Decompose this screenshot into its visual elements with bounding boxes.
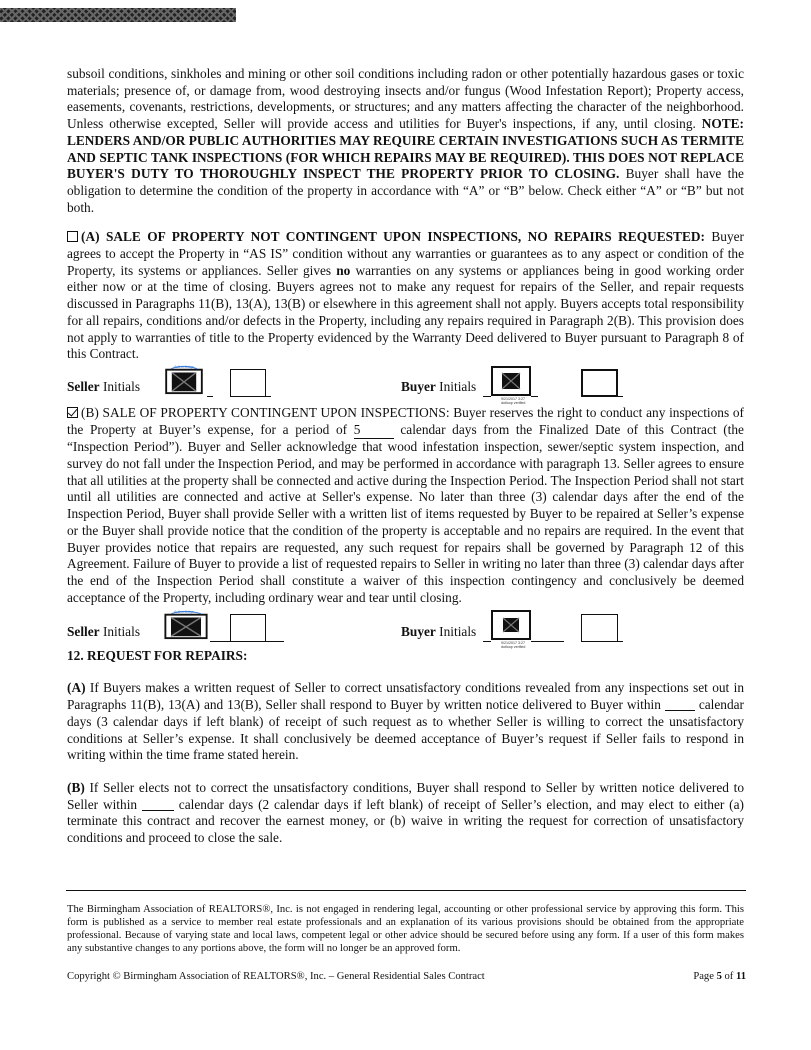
buyer-signature-caption-b: 9/21/2017 3:27 dotloop verified	[501, 641, 526, 650]
seller-initials-label: Seller Initials	[67, 378, 141, 394]
seller-initials-label-b: Seller Initials	[67, 624, 141, 640]
option-a-paragraph: (A) SALE OF PROPERTY NOT CONTINGENT UPON INSPECTIONS, NO REPAIRS REQUESTED: Buyer agrees to accept the Property in “AS IS” condition without any warranties or guarantees as to any aspect or condition of the Property, its systems or appliances. Seller gives no warranties on any systems or appliances being in good working order either now or at the time of closing. Buyers agrees not to make any request for repairs of the Seller, and repair requests discussed in Paragraphs 11(B), 13(A), 13(B) or elsewhere in this agreement shall not apply. Buyers accepts total responsibility for all repairs, conditions and/or defects in the Property, including any repairs required in Paragraph 2(B). This provision does not apply to warranties of title to the Property evidenced by the Warranty Deed delivered to Buyer pursuant to Paragraph 8 of this Contract.	[67, 229, 745, 362]
footer-divider	[66, 890, 746, 891]
initials-row-a	[67, 364, 744, 405]
inspection-days-field[interactable]: 5	[354, 422, 394, 440]
intro-paragraph: subsoil conditions, sinkholes and mining or other soil conditions including radon or other potentially hazardous gases or toxic materials; presence of, or damage from, wood destroying insects and/or fungus (Wood Infestation Report); Property access, easements, covenants, restrictions, developments, or structures; and any matters affecting the character of the neighborhood. Unless otherwise excepted, Seller will provide access and utilities for Buyer's inspections, if any, until closing. NOTE: LENDERS AND/OR PUBLIC AUTHORITIES MAY REQUIRE CERTAIN INVESTIGATIONS SUCH AS TERMITE AND SEPTIC TANK INSPECTIONS (FOR WHICH REPAIRS MAY BE REQUIRED). THIS DOES NOT REPLACE BUYER'S DUTY TO THOROUGHLY INSPECT THE PROPERTY PRIOR TO CLOSING. Buyer shall have the obligation to determine the condition of the property in accordance with “A” or “B” below. Check either “A” or “B” but not both.	[67, 66, 744, 215]
option-a-checkbox[interactable]	[67, 231, 78, 242]
footer-disclaimer: The Birmingham Association of REALTORS®, Inc. is not engaged in rendering legal, accounting or other professional service by approving this form. This form is published as a service to member real estate professionals and an explanation of its various provisions should be obtained from the appropriate professional. Because of varying state and local laws, competent legal or other advice should be secured before using any form. If a user of this form makes any substantive changes to any portions above, the form will no longer be an approved form.	[67, 904, 744, 954]
buyer-response-days-field[interactable]	[142, 798, 174, 811]
seller-initials-signed-box-b[interactable]	[162, 610, 210, 640]
seller-response-days-field[interactable]	[665, 698, 695, 711]
footer-copyright: Copyright © Birmingham Association of REALTORS®, Inc. – General Residential Sales Contract	[67, 971, 485, 982]
section-12a-paragraph: (A) If Buyers makes a written request of Seller to correct unsatisfactory conditions revealed from any inspections set out in Paragraphs 11(B), 13(A) and 13(B), Seller shall respond to Buyer by written notice delivered to Buyer within calendar days (3 calendar days if left blank) of receipt of such request as to whether Seller is willing to correct the unsatisfactory conditions at Seller’s expense. It shall conclusively be deemed acceptance of Buyer’s request if Seller fails to respond in writing within the time frame stated herein.	[67, 680, 744, 763]
seller-initials-signed-box[interactable]	[162, 365, 206, 395]
buyer-signature-caption: 9/21/2017 3:27 dotloop verified	[501, 396, 526, 405]
contract-page	[67, 66, 744, 847]
option-b-title: (B) SALE OF PROPERTY CONTINGENT UPON INSPECTIONS	[81, 404, 446, 420]
page-number: Page 5 of 11	[693, 971, 746, 982]
buyer-initials-signed-box-b[interactable]	[491, 610, 531, 640]
option-b-paragraph: (B) SALE OF PROPERTY CONTINGENT UPON INSPECTIONS: Buyer reserves the right to conduct any inspections of the Property at Buyer’s expense, for a period of 5 calendar days from the Finalized Date of this Contract (the “Inspection Period”). Buyer and Seller acknowledge that wood infestation inspection, sewer/septic system inspection, and survey do not fall under the Inspection Period, and may be performed in accordance with paragraph 13. Seller agrees to ensure that all utilities at the property shall be connected and active during the Inspection Period. The Inspection Period shall not start until all utilities are connected and active at Seller's expense. No later than three (3) calendar days after the end of the Inspection Period, Buyer shall provide Seller with a written list of items requested by Buyer to be repaired at Seller’s expense or the Buyer shall provide notice that the condition of the property is acceptable and no repairs are required. In the event that Buyer provides notice that repairs are requested, any such request for repairs shall be governed by Paragraph 12 of this Agreement. Failure of Buyer to provide a list of requested repairs to Seller in writing no later than three (3) calendar days after the end of the Inspection Period shall constitute a waiver of this inspection contingency and conclusively be deemed acceptance of the Property, including ordinary wear and tear until closing.	[67, 404, 744, 605]
buyer-initials-signed-box[interactable]	[491, 366, 531, 396]
option-a-title: (A) SALE OF PROPERTY NOT CONTINGENT UPON INSPECTIONS, NO REPAIRS REQUESTED:	[81, 229, 705, 245]
option-b-checkbox[interactable]	[67, 407, 78, 418]
seller-initials-box-2b[interactable]	[230, 614, 266, 642]
buyer-initials-label: Buyer Initials	[401, 378, 477, 394]
redaction-bar	[0, 8, 236, 22]
initials-row-b	[67, 610, 744, 650]
seller-initials-box-2[interactable]	[230, 369, 266, 397]
section-12b-paragraph: (B) If Seller elects not to correct the unsatisfactory conditions, Buyer shall respond to Seller by written notice delivered to Seller within calendar days (2 calendar days if left blank) of receipt of Seller’s election, and may elect to either (a) terminate this contract and recover the earnest money, or (b) waive in writing the request for correction of unsatisfactory conditions and proceed to close the sale.	[67, 779, 744, 846]
buyer-initials-box-2[interactable]	[581, 369, 618, 397]
authentisign-badge-b: Authentisign	[174, 610, 194, 615]
section-12-heading: 12. REQUEST FOR REPAIRS:	[67, 648, 248, 664]
buyer-initials-box-2b[interactable]	[581, 614, 618, 642]
authentisign-badge: Authentisign	[174, 364, 194, 369]
buyer-initials-label-b: Buyer Initials	[401, 624, 477, 640]
